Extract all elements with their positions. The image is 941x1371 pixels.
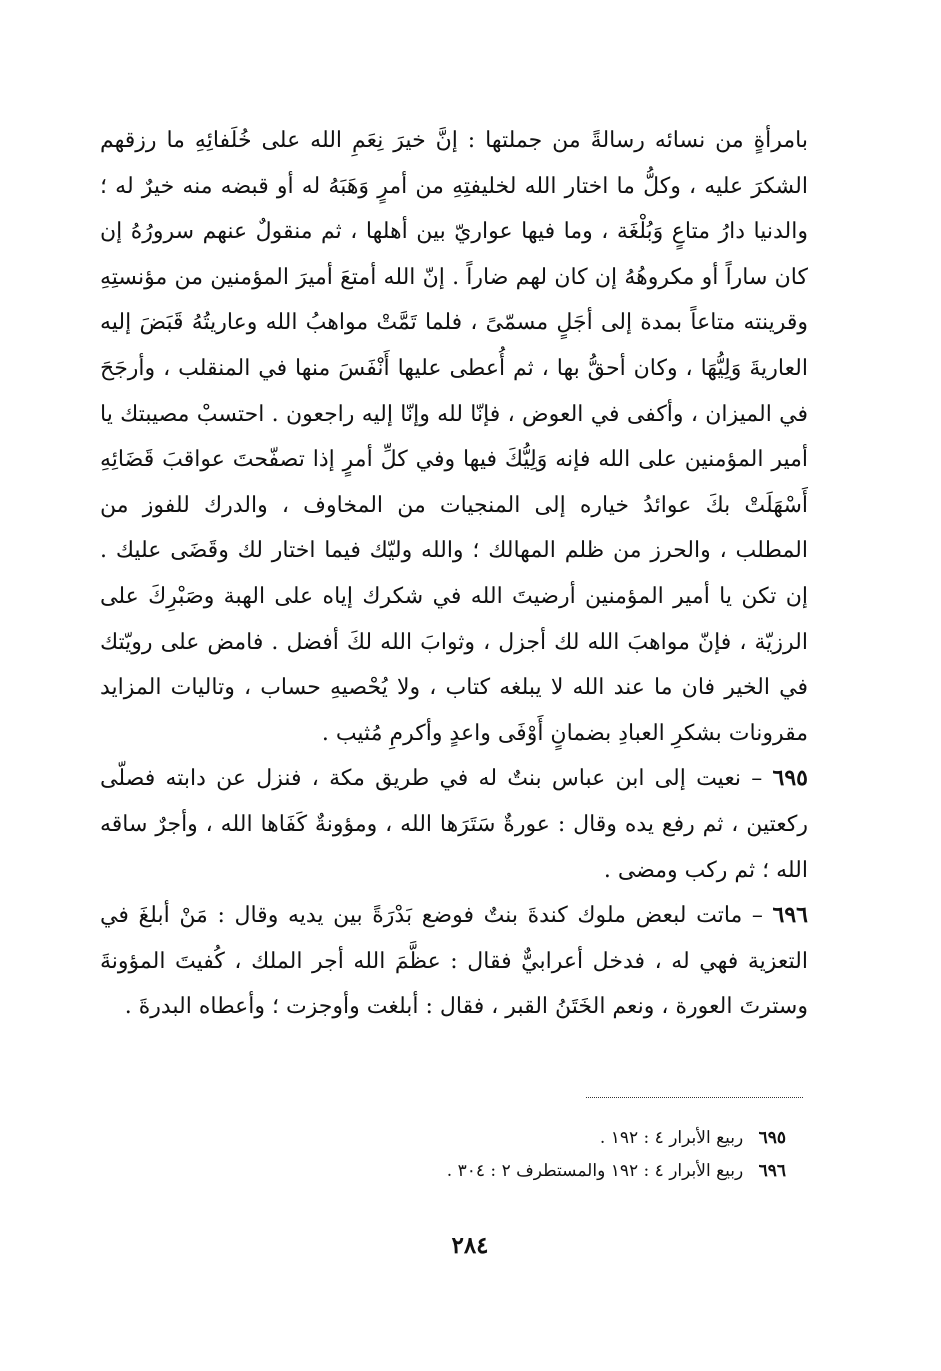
- footnote-text: ربيع الأبرار ٤ : ١٩٢ والمستطرف ٢ : ٣٠٤ .: [446, 1161, 744, 1181]
- paragraph-696: [100, 893, 808, 1030]
- paragraph-continued: [100, 118, 808, 756]
- footnote-item: [300, 1122, 786, 1155]
- paragraph-text: بامرأةٍ من نسائه رسالةً من جملتها : إنَّ خيرَ نِعَمِ الله على خُلَفائِهِ ما رزقهم الشكرَ عليه ، وكلُّ ما اختار الله لخليفتِهِ من أمرٍ وَهَبَهُ له أو قبضه منه خيرٌ له ؛ والدنيا دارُ متاعٍ وَبُلْغَة ، وما فيها عواريّ بين أهلها ، ثم منقولٌ عنهم سرورُهُ إن كان ساراً أو مكروهُهُ إن كان لهم ضاراً . إنّ الله أمتعَ أميرَ المؤمنين من مؤنستِهِ وقرينته متاعاً بمدة إلى أجَلٍ مسمّىً ، فلما تَمَّتْ مواهبُ الله وعاريتُهُ قَبَضَ إليه العاريةَ وَلِيُّهَا ، وكان أحقُّ بها ، ثم أُعطى عليها أَنْفَسَ منها في المنقلب ، وأرجَحَ في الميزان ، وأكفى في العوض ، فإنّا لله وإنّا إليه راجعون . احتسبْ مصيبتك يا أمير المؤمنين على الله فإنه وَلِيُّكَ فيها وفي كلِّ أمرٍ إذا تصفّحتَ عواقبَ قَضَائِهِ أَسْهَلَتْ بكَ عوائدُ خياره إلى المنجيات من المخاوف ، والدرك للفوز من المطلب ، والحرز من ظلم المهالك ؛ والله وليّك فيما اختار لك وقَضَى عليك . إن تكن يا أمير المؤمنين أرضيتَ الله في شكرك إياه على الهبة وصَبْرِكَ على الرزيّة ، فإنّ مواهبَ الله لك أجزل ، وثوابَ الله لكَ أفضل . فامض على رويّتك في الخير فان ما عند الله لا يبلغه كتاب ، ولا يُحْصيهِ حساب ، وتاليات المزايد مقرونات بشكرِ العبادِ بضمانٍ أَوْفَى واعدٍ وأكرمِ مُثيب .: [100, 128, 808, 746]
- entry-number: ٦٩٦: [772, 902, 808, 929]
- footnote-item: [300, 1155, 786, 1188]
- page-number: ٢٨٤: [451, 1232, 489, 1259]
- footnote-number: ٦٩٥: [758, 1128, 786, 1148]
- paragraph-695: [100, 756, 808, 893]
- main-text: [100, 118, 808, 1030]
- footnote-number: ٦٩٦: [758, 1161, 786, 1181]
- footnote-text: ربيع الأبرار ٤ : ١٩٢ .: [599, 1128, 744, 1148]
- footnote-separator: [586, 1097, 803, 1098]
- footnotes: [300, 1122, 786, 1188]
- paragraph-text: – نعيت إلى ابن عباس بنتٌ له في طريق مكة ، فنزل عن دابته فصلّى ركعتين ، ثم رفع يده وقال : عورةٌ سَتَرَها الله ، ومؤونةٌ كَفَاها الله ، وأجرٌ ساقه الله ؛ ثم ركب ومضى .: [100, 766, 808, 883]
- entry-number: ٦٩٥: [772, 765, 808, 792]
- paragraph-text: – ماتت لبعض ملوك كندةَ بنتٌ فوضع بَدْرَةً بين يديه وقال : مَنْ أبلغَ في التعزية فهي له ، فدخل أعرابيٌّ فقال : عظَّمَ الله أجر الملك ، كُفيتَ المؤونةَ وسترتَ العورة ، ونعم الخَتَنُ القبر ، فقال : أبلغت وأوجزت ؛ وأعطاه البدرةَ .: [100, 903, 808, 1020]
